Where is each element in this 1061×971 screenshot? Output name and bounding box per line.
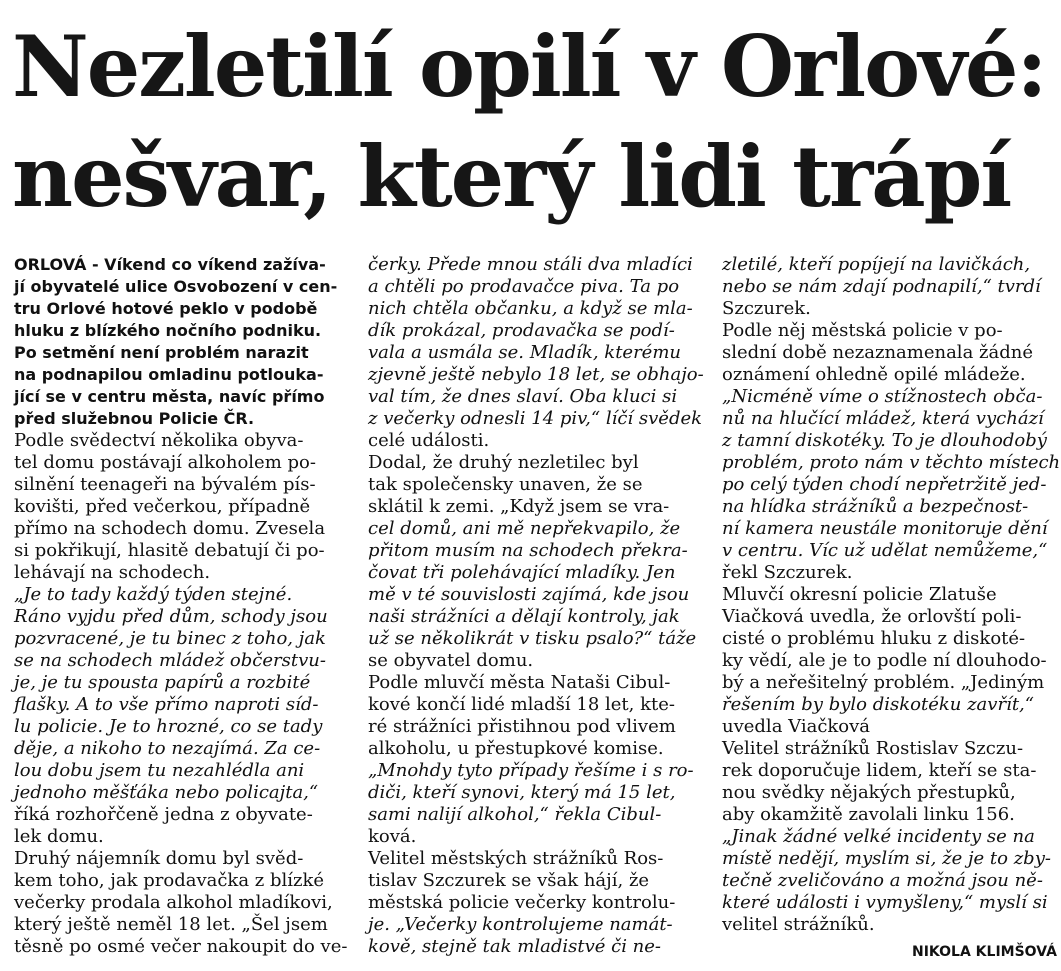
- text-line: se obyvatel domu.: [368, 650, 534, 671]
- text-line: čovat tři polehávající mladíky. Jen: [368, 562, 676, 583]
- text-line: sami nalijí alkohol,“ řekla Cibul-: [368, 804, 662, 825]
- paragraph: [722, 584, 1052, 738]
- text-line: nou svědky nějakých přestupků,: [722, 782, 1016, 803]
- text-line: Velitel městských strážníků Ros-: [368, 848, 664, 869]
- text-line: naši strážníci a dělají kontroly, jak: [368, 606, 680, 627]
- text-line: kem toho, jak prodavačka z blízké: [14, 870, 325, 891]
- text-line: po celý týden chodí nepřetržitě jed-: [722, 474, 1047, 495]
- text-line: slední době nezaznamenala žádné: [722, 342, 1034, 363]
- headline-line: Nezletilí opilí v Orlové:: [12, 17, 1046, 116]
- text-line: uvedla Viačková: [722, 716, 871, 737]
- text-line: přitom musím na schodech překra-: [368, 540, 688, 561]
- quote-paragraph: [368, 254, 704, 452]
- text-line: ORLOVÁ - Víkend co víkend zažíva-: [14, 255, 326, 274]
- text-line: zjevně ještě nebylo 18 let, se obhajo-: [368, 364, 704, 385]
- text-line: Po setmění není problém narazit: [14, 343, 309, 362]
- text-line: problém, proto nám v těchto místech: [722, 452, 1061, 473]
- text-line: které události i vymyšleny,“ myslí si: [722, 892, 1048, 913]
- text-line: cel domů, ani mě nepřekvapilo, že: [368, 518, 681, 539]
- text-line: řekl Szczurek.: [722, 562, 853, 583]
- text-line: tak společensky unaven, že se: [368, 474, 643, 495]
- text-line: děje, a nikoho to nezajímá. Za ce-: [14, 738, 321, 759]
- text-line: večerky prodala alkohol mladíkovi,: [14, 892, 333, 913]
- text-line: už se několikrát v tisku psalo?“ táže: [368, 628, 697, 649]
- text-line: nebo se nám zdají podnapilí,“ tvrdí: [722, 276, 1041, 297]
- text-line: na hlídka strážníků a bezpečnost-: [722, 496, 1029, 517]
- text-line: ní kamera neustále monitoruje dění: [722, 518, 1048, 539]
- text-line: hluku z blízkého nočního podniku.: [14, 321, 322, 340]
- text-line: Podle svědectví několika obyva-: [14, 430, 304, 451]
- text-line: městská policie večerky kontrolu-: [368, 892, 676, 913]
- text-line: tru Orlové hotové peklo v podobě: [14, 299, 318, 318]
- text-line: flašky. A to vše přímo naproti síd-: [14, 694, 319, 715]
- text-line: kové končí lidé mladší 18 let, kte-: [368, 694, 675, 715]
- text-line: sklátil k zemi. „Když jsem se vra-: [368, 496, 670, 517]
- text-line: na podnapilou omladinu potlouka-: [14, 365, 324, 384]
- text-line: Dodal, že druhý nezletilec byl: [368, 452, 639, 473]
- text-line: „Nicméně víme o stížnostech obča-: [722, 386, 1043, 407]
- text-line: kově, stejně tak mladistvé či ne-: [368, 936, 662, 957]
- text-line: lu policie. Je to hrozné, co se tady: [14, 716, 323, 737]
- text-line: diči, kteří synovi, který má 15 let,: [368, 782, 676, 803]
- text-line: před služebnou Policie ČR.: [14, 409, 255, 428]
- text-line: kovišti, před večerkou, případně: [14, 496, 311, 517]
- lead-paragraph: [14, 254, 344, 430]
- text-line: silnění teenageři na bývalém pís-: [14, 474, 316, 495]
- text-line: nich chtěla občanku, a když se mla-: [368, 298, 693, 319]
- text-line: Ráno vyjdu před dům, schody jsou: [14, 606, 328, 627]
- text-line: jící se v centru města, navíc přímo: [14, 387, 325, 406]
- text-line: místě nedějí, myslím si, že je to zby-: [722, 848, 1051, 869]
- text-line: „Jinak žádné velké incidenty se na: [722, 826, 1035, 847]
- text-line: je. „Večerky kontrolujeme namát-: [368, 914, 673, 935]
- text-line: Viačková uvedla, že orlovští poli-: [722, 606, 1022, 627]
- text-line: Podle mluvčí města Nataši Cibul-: [368, 672, 671, 693]
- text-line: z tamní diskotéky. To je dlouhodobý: [722, 430, 1047, 451]
- text-line: lou dobu jsem tu nezahlédla ani: [14, 760, 305, 781]
- column-1: [14, 254, 348, 958]
- text-line: rek doporučuje lidem, kteří se sta-: [722, 760, 1037, 781]
- text-line: těsně po osmé večer nakoupit do ve-: [14, 936, 348, 957]
- paragraph: [14, 430, 344, 584]
- text-line: aby okamžitě zavolali linku 156.: [722, 804, 1015, 825]
- text-line: který ještě neměl 18 let. „Šel jsem: [14, 914, 328, 935]
- author-byline: NIKOLA KLIMŠOVÁ: [912, 944, 1057, 960]
- text-line: alkoholu, u přestupkové komise.: [368, 738, 664, 759]
- text-line: Mluvčí okresní policie Zlatuše: [722, 584, 997, 605]
- text-line: „Je to tady každý týden stejné.: [14, 584, 293, 605]
- text-line: jí obyvatelé ulice Osvobození v cen-: [14, 277, 338, 296]
- text-line: cisté o problému hluku z diskoté-: [722, 628, 1026, 649]
- text-line: nů na hlučící mládež, která vychází: [722, 408, 1044, 429]
- text-line: tečně zveličováno a možná jsou ně-: [722, 870, 1043, 891]
- text-line: v centru. Víc už udělat nemůžeme,“: [722, 540, 1048, 561]
- text-line: říká rozhořčeně jedna z obyvate-: [14, 804, 313, 825]
- text-line: ky vědí, ale je to podle ní dlouhodo-: [722, 650, 1047, 671]
- text-line: mě v té souvislosti zajímá, kde jsou: [368, 584, 690, 605]
- text-line: lek domu.: [14, 826, 104, 847]
- text-line: řešením by bylo diskotéku zavřít,“: [722, 694, 1034, 715]
- column-3: [722, 254, 1061, 936]
- text-line: dík prokázal, prodavačka se podí-: [368, 320, 675, 341]
- paragraph: [722, 320, 1061, 584]
- text-line: oznámení ohledně opilé mládeže.: [722, 364, 1026, 385]
- text-line: z večerky odnesli 14 piv,“ líčí svědek: [368, 408, 703, 429]
- text-line: Podle něj městská policie v po-: [722, 320, 1003, 341]
- text-line: čerky. Přede mnou stáli dva mladíci: [368, 254, 693, 275]
- text-line: a chtěli po prodavačce piva. Ta po: [368, 276, 680, 297]
- text-line: tel domu postávají alkoholem po-: [14, 452, 316, 473]
- text-line: jednoho měšťáka nebo policajta,“: [14, 782, 319, 803]
- paragraph: [722, 738, 1052, 936]
- text-line: Druhý nájemník domu byl svěd-: [14, 848, 304, 869]
- text-line: Szczurek.: [722, 298, 811, 319]
- text-line: val tím, že dnes slaví. Oba kluci si: [368, 386, 678, 407]
- paragraph: [368, 452, 698, 672]
- paragraph: [14, 848, 348, 958]
- text-line: bý a neřešitelný problém. „Jediným: [722, 672, 1045, 693]
- text-line: si pokřikují, hlasitě debatují či po-: [14, 540, 325, 561]
- text-line: přímo na schodech domu. Zvesela: [14, 518, 326, 539]
- text-line: „Mnohdy tyto případy řešíme i s ro-: [368, 760, 694, 781]
- text-line: velitel strážníků.: [722, 914, 875, 935]
- quote-paragraph: [722, 254, 1052, 320]
- column-2: [368, 254, 704, 958]
- paragraph: [368, 848, 698, 958]
- text-line: zletilé, kteří popíjejí na lavičkách,: [722, 254, 1031, 275]
- text-line: celé události.: [368, 430, 490, 451]
- text-line: ré strážníci přistihnou pod vlivem: [368, 716, 676, 737]
- quote-paragraph: [14, 584, 344, 848]
- headline: [12, 12, 1052, 232]
- text-line: pozvracené, je tu binec z toho, jak: [14, 628, 326, 649]
- text-line: se na schodech mládež občerstvu-: [14, 650, 326, 671]
- headline-line: nešvar, který lidi trápí: [12, 127, 1011, 226]
- text-line: lehávají na schodech.: [14, 562, 211, 583]
- text-line: vala a usmála se. Mladík, kterému: [368, 342, 681, 363]
- text-line: ková.: [368, 826, 417, 847]
- paragraph: [368, 672, 698, 848]
- text-line: Velitel strážníků Rostislav Szczu-: [722, 738, 1024, 759]
- text-line: tislav Szczurek se však hájí, že: [368, 870, 650, 891]
- text-line: je, je tu spousta papírů a rozbité: [14, 672, 311, 693]
